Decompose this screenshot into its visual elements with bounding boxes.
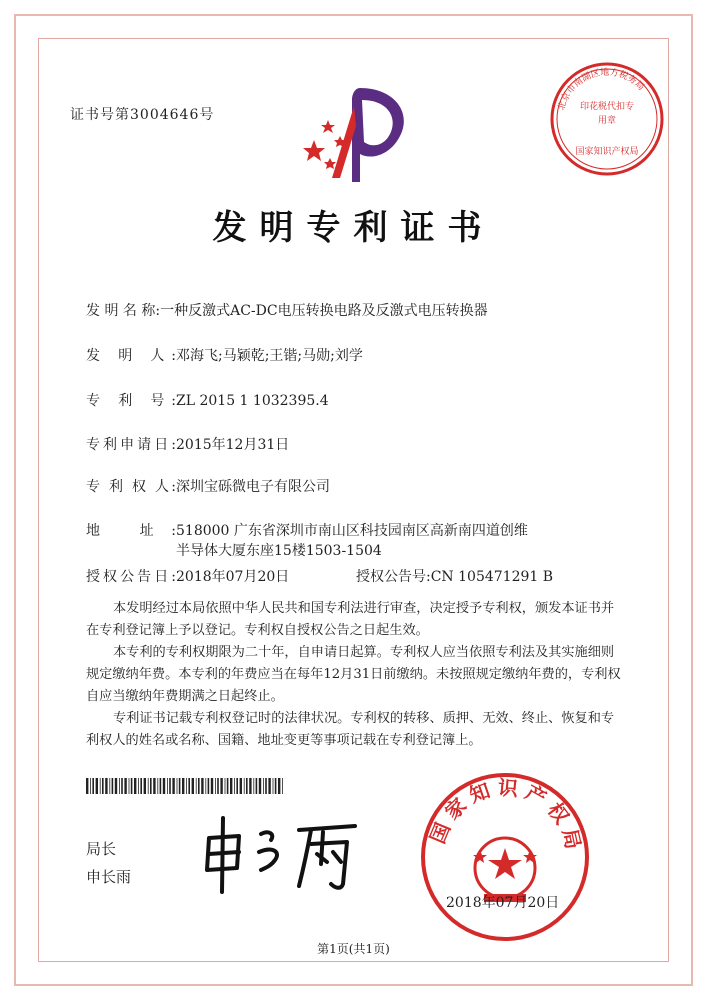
- page-title: 发明专利证书: [212, 208, 495, 248]
- grant-number-value: CN 105471291 B: [430, 569, 554, 585]
- patent-office-logo-icon: [300, 78, 420, 190]
- patent-number-row: [86, 390, 329, 410]
- filing-date-row: [86, 434, 289, 454]
- certificate-number: 证书号第3004646号: [70, 107, 215, 123]
- filing-date-label: 专利申请日:: [86, 437, 176, 453]
- filing-date-value: 2015年12月31日: [176, 437, 290, 453]
- paragraph-2: 本专利的专利权期限为二十年，自申请日起算。专利权人应当依照专利法及其实施细则规定缴纳年费。本专利的年费应当在每年12月31日前缴纳。未按照规定缴纳年费的，专利权自应当缴纳年费期满之日起终止。: [86, 645, 621, 704]
- inventors-label: 发 明 人:: [86, 348, 176, 364]
- address-label: 地 址:: [86, 523, 176, 539]
- invention-name-row: [86, 300, 488, 320]
- address-row: [86, 520, 528, 540]
- grant-number-label: 授权公告号:: [356, 569, 431, 585]
- address-value-line1: 518000 广东省深圳市南山区科技园南区高新南四道创维: [176, 523, 528, 539]
- director-title: 局长: [86, 840, 117, 858]
- grant-number-row: [356, 566, 553, 586]
- grant-date-label: 授权公告日:: [86, 569, 176, 585]
- paragraph-1: 本发明经过本局依照中华人民共和国专利法进行审查，决定授予专利权，颁发本证书并在专利登记簿上予以登记。专利权自授权公告之日起生效。: [86, 601, 615, 638]
- svg-text:国家知识产权局: [425, 775, 587, 857]
- seal-date: 2018年07月20日: [446, 895, 560, 911]
- seal-bottom-text: 国家知识产权局: [575, 147, 639, 157]
- invention-name-label: 发 明 名 称:: [86, 303, 161, 319]
- address-value-line2: 半导体大厦东座15楼1503-1504: [176, 543, 382, 559]
- grant-date-row: [86, 566, 289, 586]
- inventors-value: 邓海飞;马颖乾;王锴;马勋;刘学: [176, 348, 363, 364]
- page-number: 第1页(共1页): [317, 942, 390, 956]
- barcode-icon: [86, 778, 286, 794]
- director-signature-icon: [195, 808, 365, 898]
- big-seal-ring-text: 国家知识产权局: [425, 775, 587, 858]
- national-ip-office-seal-icon: [418, 770, 592, 944]
- patentee-row: [86, 476, 330, 496]
- patent-number-value: ZL 2015 1 1032395.4: [176, 393, 329, 409]
- director-name: 申长雨: [86, 868, 132, 886]
- seal-ring-text: 北京市南湖区地方税务局: [556, 67, 646, 112]
- grant-date-value: 2018年07月20日: [176, 569, 290, 585]
- patentee-value: 深圳宝砾微电子有限公司: [176, 479, 330, 495]
- paragraph-3: 专利证书记载专利权登记时的法律状况。专利权的转移、质押、无效、终止、恢复和专利权人的姓名或名称、国籍、地址变更等事项记载在专利登记簿上。: [86, 711, 615, 748]
- tax-seal-icon: [548, 60, 666, 178]
- invention-name-value: 一种反激式AC-DC电压转换电路及反激式电压转换器: [160, 303, 488, 319]
- seal-center-text: 印花税代扣专用章: [580, 102, 634, 126]
- patentee-label: 专 利 权 人:: [86, 479, 176, 495]
- inventors-row: [86, 345, 363, 365]
- patent-number-label: 专 利 号:: [86, 393, 176, 409]
